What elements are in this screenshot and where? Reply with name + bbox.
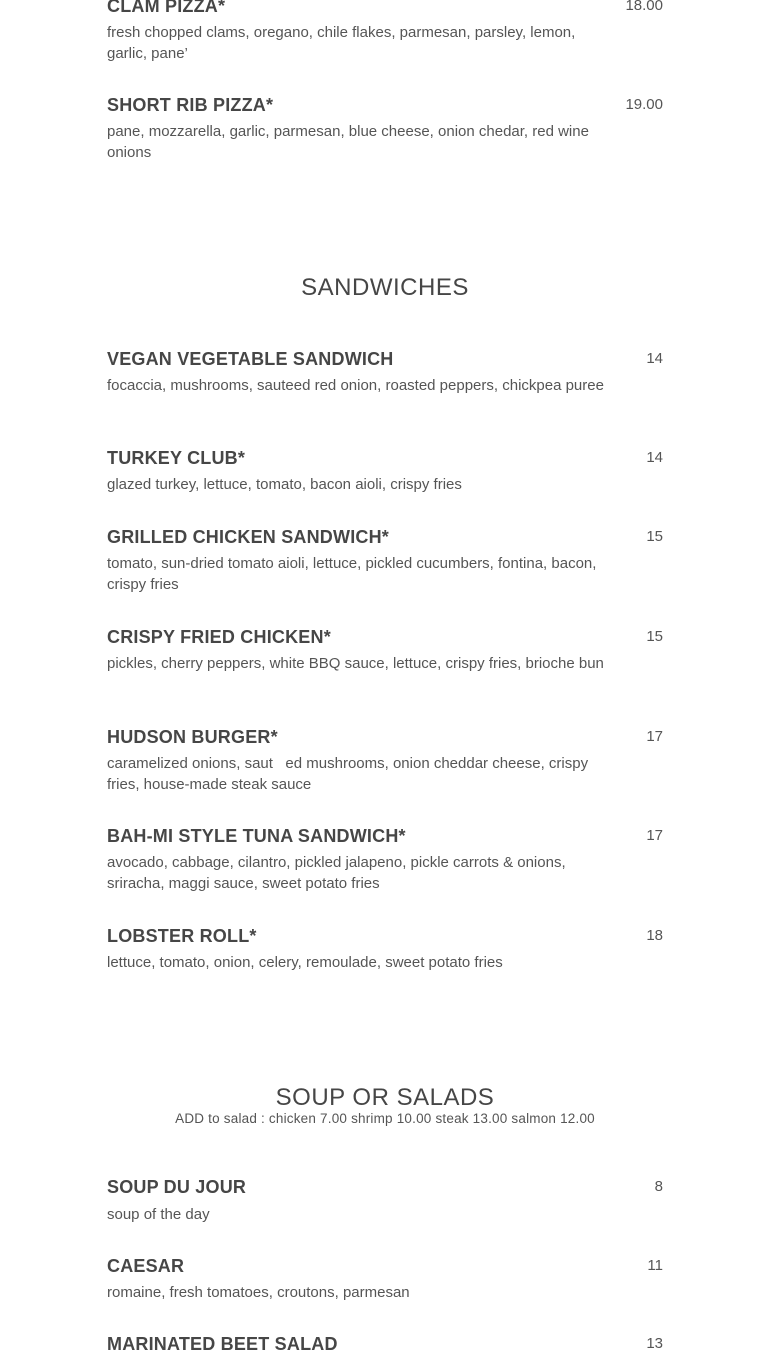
item-price: 14 bbox=[646, 449, 663, 466]
item-price: 11 bbox=[647, 1257, 663, 1274]
item-description: focaccia, mushrooms, sauteed red onion, roasted peppers, chickpea puree bbox=[107, 377, 604, 394]
item-name: HUDSON BURGER* bbox=[107, 727, 278, 747]
item-price: 17 bbox=[646, 728, 663, 745]
item-description: pickles, cherry peppers, white BBQ sauce, lettuce, crispy fries, brioche bun bbox=[107, 655, 604, 672]
item-price: 17 bbox=[646, 827, 663, 844]
item-price: 18.00 bbox=[625, 0, 663, 14]
item-price: 19.00 bbox=[625, 96, 663, 113]
item-name: SHORT RIB PIZZA* bbox=[107, 95, 274, 115]
section-note: ADD to salad : chicken 7.00 shrimp 10.00 steak 13.00 salmon 12.00 bbox=[175, 1111, 595, 1126]
item-description: glazed turkey, lettuce, tomato, bacon aioli, crispy fries bbox=[107, 476, 462, 493]
item-description: lettuce, tomato, onion, celery, remoulade, sweet potato fries bbox=[107, 954, 503, 971]
item-name: CLAM PIZZA* bbox=[107, 0, 226, 16]
item-price: 13 bbox=[646, 1335, 663, 1352]
item-price: 15 bbox=[646, 628, 663, 645]
item-name: BAH-MI STYLE TUNA SANDWICH* bbox=[107, 826, 406, 846]
item-price: 18 bbox=[646, 927, 663, 944]
item-description: caramelized onions, saut ed mushrooms, onion cheddar cheese, crispy fries, house-made steak sauce bbox=[107, 755, 589, 793]
item-name: VEGAN VEGETABLE SANDWICH bbox=[107, 349, 394, 369]
item-price: 15 bbox=[646, 528, 663, 545]
item-description: pane, mozzarella, garlic, parmesan, blue cheese, onion chedar, red wine onions bbox=[107, 123, 589, 161]
item-name: CAESAR bbox=[107, 1256, 185, 1276]
section-title: SANDWICHES bbox=[301, 274, 469, 301]
item-description: soup of the day bbox=[107, 1206, 210, 1223]
item-price: 14 bbox=[646, 350, 663, 367]
item-name: SOUP DU JOUR bbox=[107, 1177, 247, 1197]
item-name: TURKEY CLUB* bbox=[107, 448, 246, 468]
item-description: fresh chopped clams, oregano, chile flakes, parmesan, parsley, lemon, garlic, pane’ bbox=[107, 24, 576, 62]
item-name: LOBSTER ROLL* bbox=[107, 926, 257, 946]
item-name: CRISPY FRIED CHICKEN* bbox=[107, 627, 331, 647]
item-description: romaine, fresh tomatoes, croutons, parmesan bbox=[107, 1284, 410, 1301]
item-name: MARINATED BEET SALAD bbox=[107, 1334, 338, 1354]
item-name: GRILLED CHICKEN SANDWICH* bbox=[107, 527, 389, 547]
item-description: avocado, cabbage, cilantro, pickled jalapeno, pickle carrots & onions, sriracha, maggi sauce, sweet potato fries bbox=[107, 854, 566, 892]
item-price: 8 bbox=[654, 1178, 663, 1195]
item-description: tomato, sun-dried tomato aioli, lettuce, pickled cucumbers, fontina, bacon, crispy fries bbox=[107, 555, 597, 593]
section-title: SOUP OR SALADS bbox=[275, 1084, 495, 1111]
